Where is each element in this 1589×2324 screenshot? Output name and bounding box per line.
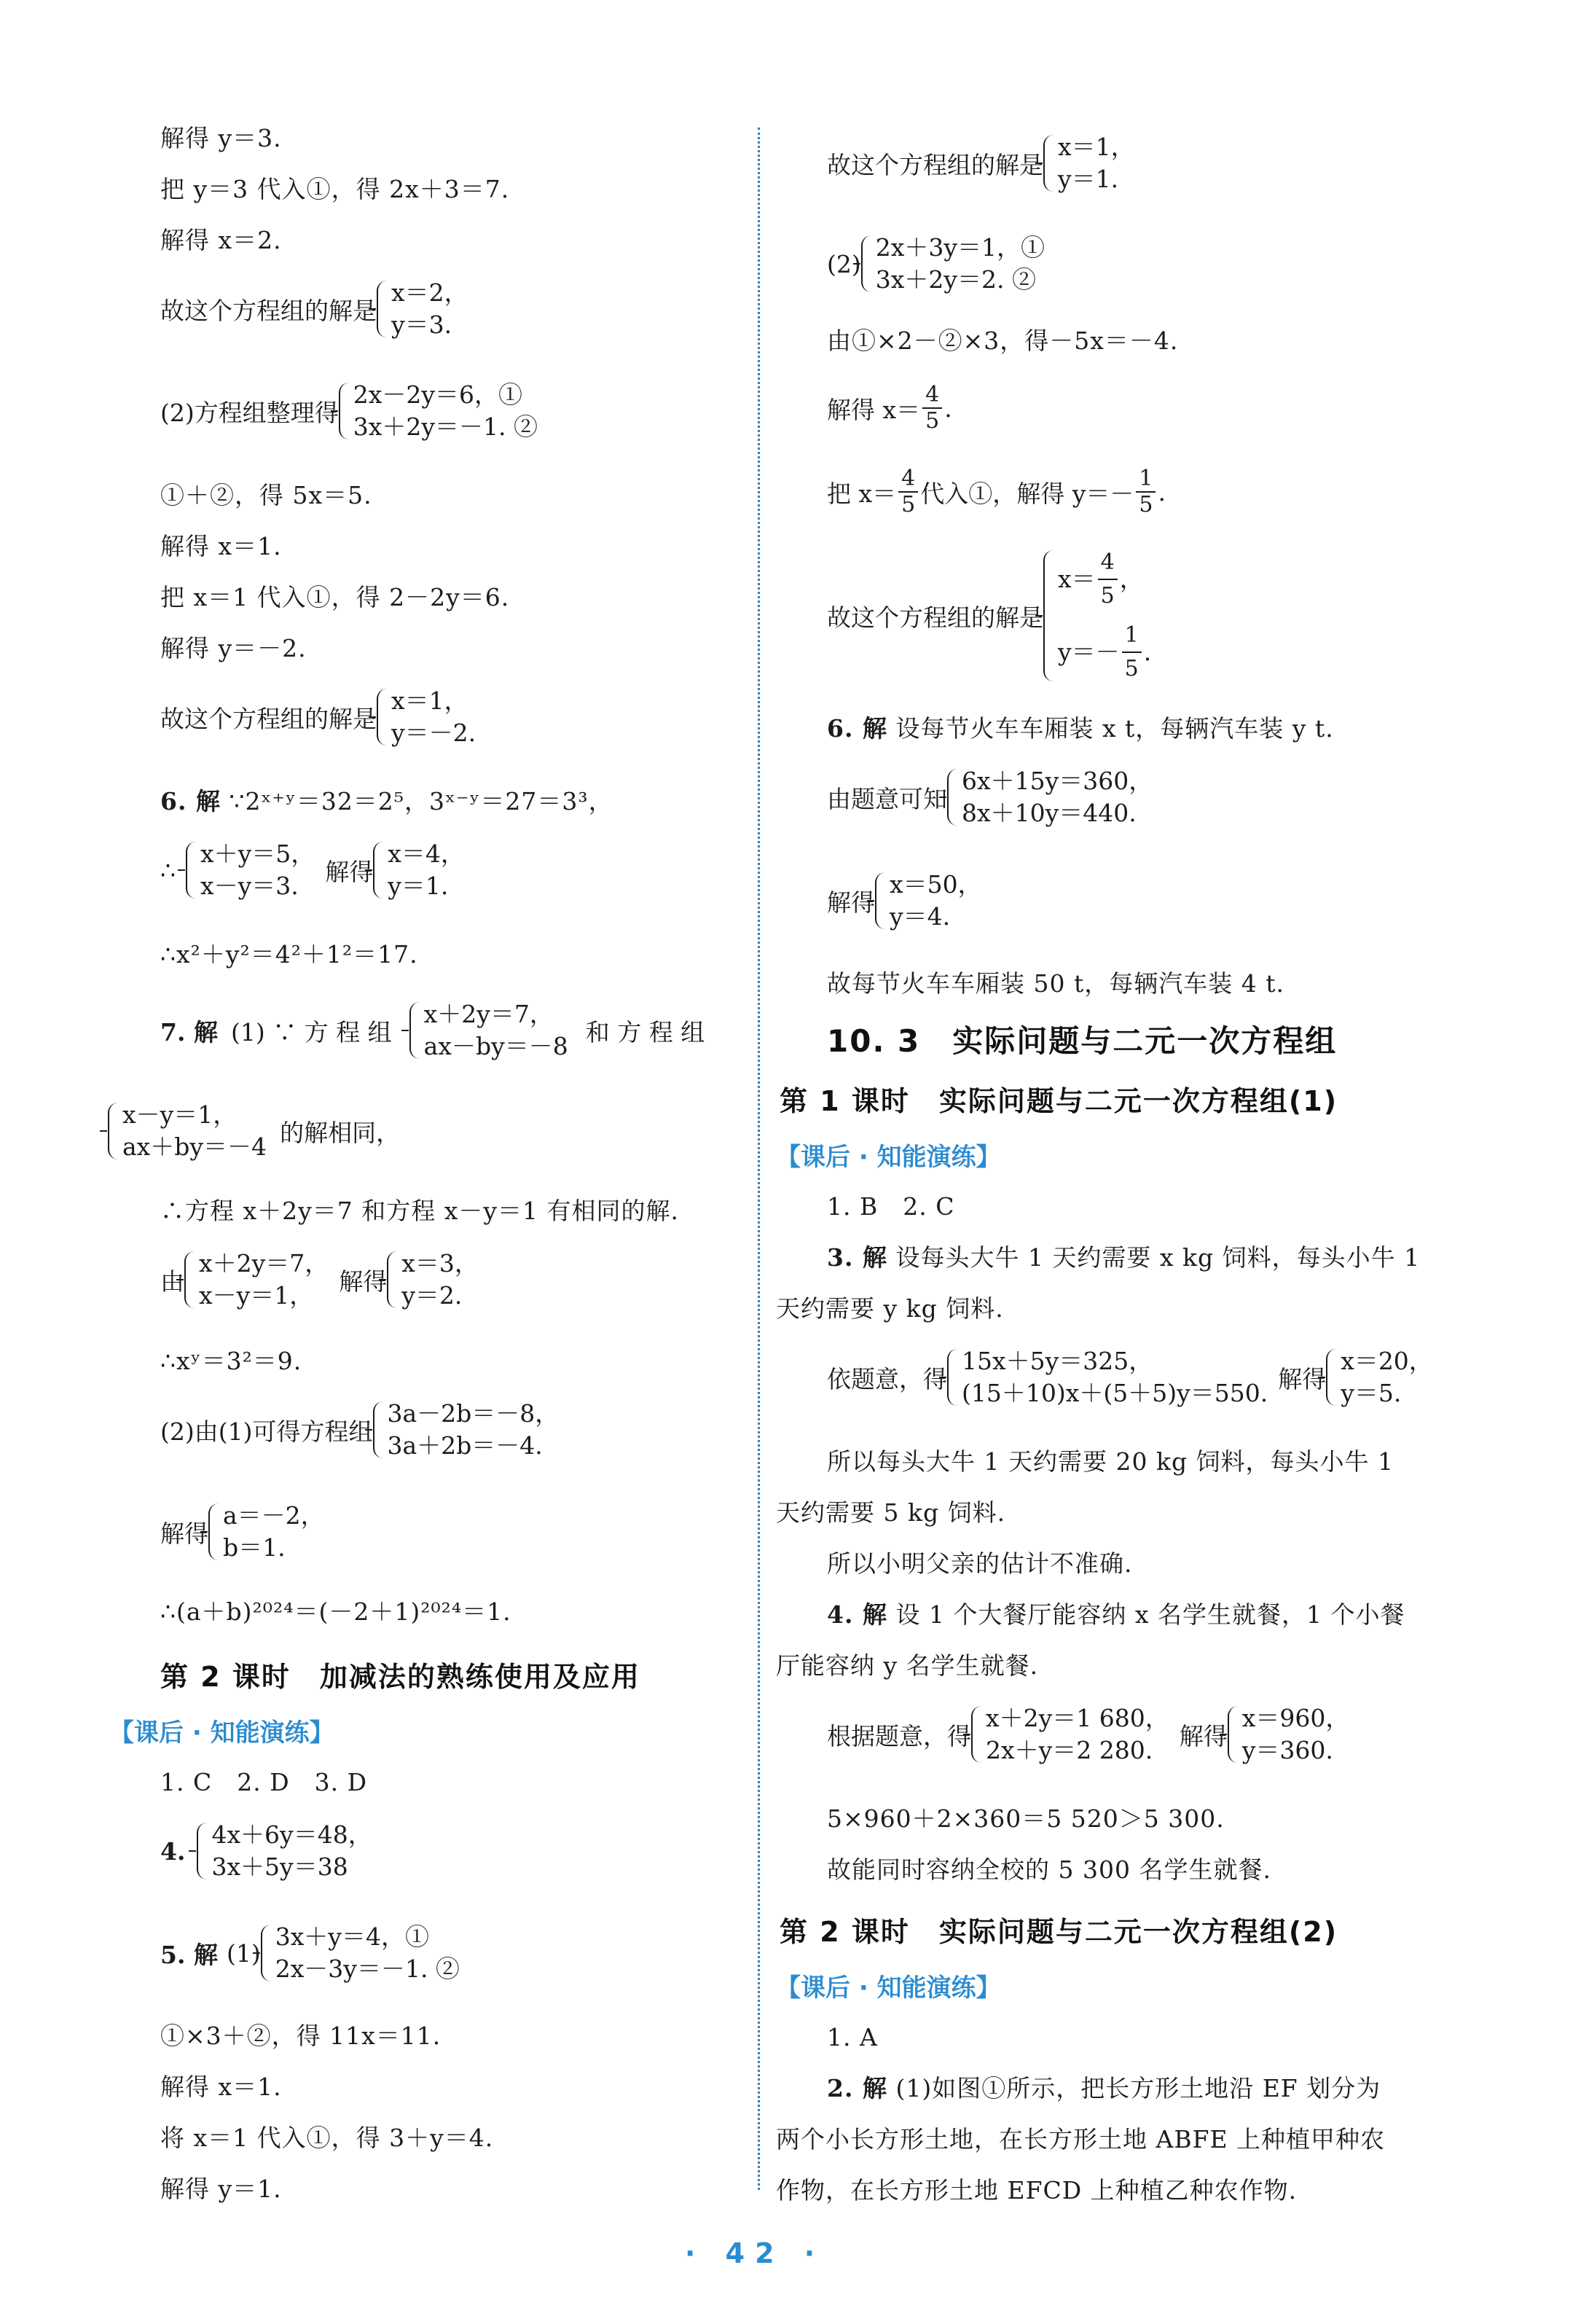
equation: (15＋10)x＋(5＋5)y＝550. <box>962 1379 1268 1407</box>
text: 把 x＝ <box>827 479 897 508</box>
equation: 3a＋2b＝－4. <box>387 1431 543 1460</box>
question-text: 设每节火车车厢装 x t，每辆汽车装 y t. <box>895 714 1334 743</box>
equation: 2x－2y＝6，① <box>353 380 522 409</box>
numerator: 1 <box>1122 619 1142 653</box>
equation: x＝4， <box>388 840 465 868</box>
brace <box>1228 1706 1238 1763</box>
text: . <box>944 394 952 423</box>
numerator: 1 <box>1136 466 1156 493</box>
fraction <box>1136 466 1156 517</box>
equation: ax－by＝－8 <box>423 1032 568 1060</box>
text-line: 所以小明父亲的估计不准确. <box>827 1549 1133 1578</box>
numerator: 4 <box>898 466 918 493</box>
text: x＝ <box>1058 565 1096 593</box>
equation: 3x＋2y＝－1. ② <box>353 412 538 441</box>
solve-label: 解得 <box>827 888 875 917</box>
equation: x－y＝3. <box>200 872 299 900</box>
text-line: 故能同时容纳全校的 5 300 名学生就餐. <box>827 1855 1271 1884</box>
equation: 6x＋15y＝360， <box>962 767 1153 795</box>
equation: x＝50， <box>890 870 982 899</box>
question-2 <box>827 2073 1381 2105</box>
equation: y＝2. <box>401 1281 463 1310</box>
equation-system <box>827 765 1153 829</box>
solve-label: 解得 <box>1179 1721 1228 1750</box>
brace <box>861 235 871 292</box>
prefix: 故这个方程组的解是 <box>160 704 377 733</box>
lesson-title: 第 2 课时 加减法的熟练使用及应用 <box>160 1661 640 1693</box>
question-5 <box>160 1921 460 1985</box>
text-line: 厅能容纳 y 名学生就餐. <box>776 1651 1039 1680</box>
section-tag: 【课后 · 知能演练】 <box>776 1143 1001 1172</box>
equation: 2x＋3y＝1，① <box>875 233 1045 262</box>
brace <box>261 1925 271 1981</box>
text: 代入①，解得 y＝－ <box>920 479 1134 508</box>
question-6 <box>160 786 613 818</box>
text-line: 天约需要 5 kg 饲料. <box>776 1498 1006 1527</box>
equation: x＋y＝5， <box>200 840 315 868</box>
lesson-title: 第 1 课时 实际问题与二元一次方程组(1) <box>780 1085 1338 1117</box>
equation: x＝960， <box>1241 1704 1350 1732</box>
text-line: 解得 x＝1. <box>160 2073 282 2101</box>
fraction-line <box>827 466 1166 517</box>
prefix: 故这个方程组的解是 <box>827 150 1043 179</box>
fraction <box>898 466 918 517</box>
equation: y＝1. <box>1058 165 1119 193</box>
part-label: (1) <box>226 1938 261 1968</box>
text-line: 把 y＝3 代入①，得 2x＋3＝7. <box>160 175 510 203</box>
equation: y＝－2. <box>391 719 476 747</box>
brace <box>387 1251 397 1308</box>
text-line: 故每节火车车厢装 50 t，每辆汽车装 4 t. <box>827 969 1284 998</box>
question-text: (1) ∵ 方 程 组 <box>230 1017 392 1046</box>
equation: y＝1. <box>388 872 449 900</box>
equation: 2x＋y＝2 280. <box>986 1736 1153 1764</box>
equation-system <box>108 1099 400 1163</box>
question-number: 2. 解 <box>827 2074 887 2102</box>
brace <box>373 842 383 899</box>
column-divider <box>758 128 760 2190</box>
text-line: ∴(a＋b)²⁰²⁴＝(－2＋1)²⁰²⁴＝1. <box>160 1597 511 1626</box>
text-line: 解得 y＝－2. <box>160 634 307 662</box>
solution-system <box>827 547 1151 685</box>
equation: x－y＝1， <box>199 1281 314 1310</box>
equation: ax＋by＝－4 <box>122 1132 267 1161</box>
text-line: 将 x＝1 代入①，得 3＋y＝4. <box>160 2124 494 2152</box>
therefore-symbol: ∴ <box>160 856 176 885</box>
brace <box>409 1002 420 1059</box>
equation-system <box>160 1398 559 1462</box>
question-4 <box>827 1599 1405 1631</box>
question-number: 4. 解 <box>827 1600 887 1629</box>
section-title: 10. 3 实际问题与二元一次方程组 <box>827 1023 1338 1059</box>
brace <box>377 281 387 337</box>
section-tag: 【课后 · 知能演练】 <box>109 1718 334 1748</box>
denominator: 5 <box>1100 583 1115 609</box>
prefix: 由 <box>160 1267 184 1296</box>
equation: y＝5. <box>1341 1379 1402 1407</box>
brace <box>875 872 885 929</box>
equation: x＋2y＝7， <box>423 1000 554 1028</box>
equation: b＝1. <box>223 1533 286 1562</box>
equation: x＝3， <box>401 1249 479 1278</box>
text-line: ∴xʸ＝3²＝9. <box>160 1347 302 1375</box>
text-line: ∴方程 x＋2y＝7 和方程 x－y＝1 有相同的解. <box>160 1197 679 1225</box>
question-number: 4. <box>160 1836 186 1866</box>
denominator: 5 <box>1124 656 1139 681</box>
equation: 15x＋5y＝325， <box>962 1347 1153 1375</box>
solution-system <box>160 1500 325 1564</box>
text-line: ∴x²＋y²＝4²＋1²＝17. <box>160 940 418 969</box>
question-7 <box>160 998 705 1063</box>
prefix: (2)方程组整理得 <box>160 398 339 427</box>
text-line: 解得 y＝3. <box>160 124 282 152</box>
part-label: (2) <box>827 249 861 278</box>
equation-system <box>160 838 465 902</box>
brace <box>197 1823 207 1879</box>
denominator: 5 <box>925 408 940 434</box>
brace <box>186 842 196 899</box>
text-line: 解得 x＝1. <box>160 532 282 560</box>
question-text: 设每头大牛 1 天约需要 x kg 饲料，每头小牛 1 <box>895 1243 1421 1272</box>
fraction <box>1122 619 1142 685</box>
prefix: (2)由(1)可得方程组 <box>160 1417 373 1446</box>
equation: 3x＋2y＝2. ② <box>875 265 1036 294</box>
brace <box>339 383 349 439</box>
equation: 3x＋y＝4，① <box>275 1922 429 1951</box>
denominator: 5 <box>901 492 916 517</box>
equation: y＝360. <box>1241 1736 1333 1764</box>
brace <box>1043 550 1054 681</box>
question-6 <box>827 713 1334 745</box>
page-number: · 42 · <box>685 2237 825 2269</box>
question-number: 5. 解 <box>160 1940 218 1969</box>
solve-label: 解得 <box>1278 1364 1327 1393</box>
equation: x＝2， <box>391 278 468 307</box>
brace <box>377 689 387 746</box>
equation: x＋2y＝7， <box>199 1249 329 1278</box>
solve-label: 解得 <box>160 1519 208 1548</box>
text-line: 作物，在长方形土地 EFCD 上种植乙种农作物. <box>776 2176 1298 2204</box>
question-number: 3. 解 <box>827 1243 887 1272</box>
text: . <box>1158 477 1166 506</box>
brace <box>971 1706 981 1763</box>
equation: x＝20， <box>1341 1347 1433 1375</box>
equation: y＝3. <box>391 310 452 339</box>
text-line: 解得 x＝2. <box>160 226 282 254</box>
text-line: 解得 y＝1. <box>160 2175 282 2203</box>
question-4 <box>160 1819 372 1883</box>
equation: 2x－3y＝－1. ② <box>275 1955 460 1983</box>
denominator: 5 <box>1139 492 1153 517</box>
prefix: 根据题意，得 <box>827 1721 971 1750</box>
answer-line: 1. A <box>827 2023 878 2051</box>
equation: x＝1， <box>391 686 468 715</box>
text-line: 把 x＝1 代入①，得 2－2y＝6. <box>160 583 510 611</box>
question-text: 和 方 程 组 <box>585 1017 705 1046</box>
text-line: 5×960＋2×360＝5 520＞5 300. <box>827 1804 1225 1833</box>
question-text: ∵2ˣ⁺ʸ＝32＝2⁵，3ˣ⁻ʸ＝27＝3³， <box>229 787 613 815</box>
text-line: ①×3＋②，得 11x＝11. <box>160 2022 442 2050</box>
question-number: 7. 解 <box>160 1017 218 1046</box>
question-text: 的解相同， <box>280 1118 401 1147</box>
equation: x＝1， <box>1058 133 1135 161</box>
text: . <box>1143 638 1152 666</box>
equation: 8x＋10y＝440. <box>962 799 1137 827</box>
equation-system <box>160 379 538 443</box>
prefix: 故这个方程组的解是 <box>160 296 377 325</box>
question-text: 设 1 个大餐厅能容纳 x 名学生就餐，1 个小餐 <box>895 1600 1405 1629</box>
equation-system <box>827 232 1045 296</box>
fraction <box>922 383 942 434</box>
equation: x＋2y＝1 680， <box>986 1704 1169 1732</box>
solve-label: 解得 <box>339 1267 388 1296</box>
fraction <box>1098 547 1118 612</box>
equation-system <box>160 1248 479 1312</box>
equation-system <box>827 1345 1433 1409</box>
text-line: 天约需要 y kg 饲料. <box>776 1294 1004 1323</box>
equation: 3x＋5y＝38 <box>211 1852 348 1881</box>
text-line: ①＋②，得 5x＝5. <box>160 481 372 509</box>
equation-system <box>827 1702 1349 1767</box>
equation: a＝－2， <box>223 1501 325 1530</box>
equation <box>1058 619 1151 685</box>
equation: 3a－2b＝－8， <box>387 1399 560 1428</box>
answer-line: 1. C 2. D 3. D <box>160 1768 368 1796</box>
equation: y＝4. <box>890 902 951 931</box>
prefix: 故这个方程组的解是 <box>827 603 1043 632</box>
text: 解得 x＝ <box>827 395 921 424</box>
question-number: 6. 解 <box>160 787 221 815</box>
answer-line: 1. B 2. C <box>827 1192 955 1221</box>
solve-label: 解得 <box>325 857 374 886</box>
text: y＝－ <box>1058 638 1120 666</box>
equation: 4x＋6y＝48， <box>211 1820 372 1849</box>
numerator: 4 <box>922 383 942 409</box>
brace <box>108 1103 118 1159</box>
brace <box>184 1251 195 1308</box>
brace <box>208 1503 219 1560</box>
lesson-title: 第 2 课时 实际问题与二元一次方程组(2) <box>780 1916 1338 1948</box>
section-tag: 【课后 · 知能演练】 <box>776 1973 1001 2003</box>
brace <box>373 1401 383 1458</box>
brace <box>947 1349 957 1406</box>
equation <box>1058 547 1151 612</box>
question-3 <box>827 1242 1420 1274</box>
fraction-line <box>827 383 952 434</box>
equation: x－y＝1， <box>122 1100 238 1129</box>
prefix: 依题意，得 <box>827 1364 947 1393</box>
question-number: 6. 解 <box>827 714 887 743</box>
text-line: 由①×2－②×3，得－5x＝－4. <box>827 326 1179 355</box>
text-line: 两个小长方形土地，在长方形土地 ABFE 上种植甲种农 <box>776 2125 1386 2153</box>
question-text: (1)如图①所示，把长方形土地沿 EF 划分为 <box>895 2074 1381 2102</box>
solution-system <box>160 277 468 341</box>
solution-system <box>827 869 982 933</box>
solution-system <box>160 685 476 749</box>
solution-system <box>827 131 1135 195</box>
prefix: 由题意可知 <box>827 784 947 813</box>
text-line: 所以每头大牛 1 天约需要 20 kg 饲料，每头小牛 1 <box>827 1447 1394 1476</box>
brace <box>947 769 957 826</box>
brace <box>1043 135 1054 192</box>
numerator: 4 <box>1098 547 1118 580</box>
text: ， <box>1119 565 1144 593</box>
brace <box>1326 1349 1336 1406</box>
